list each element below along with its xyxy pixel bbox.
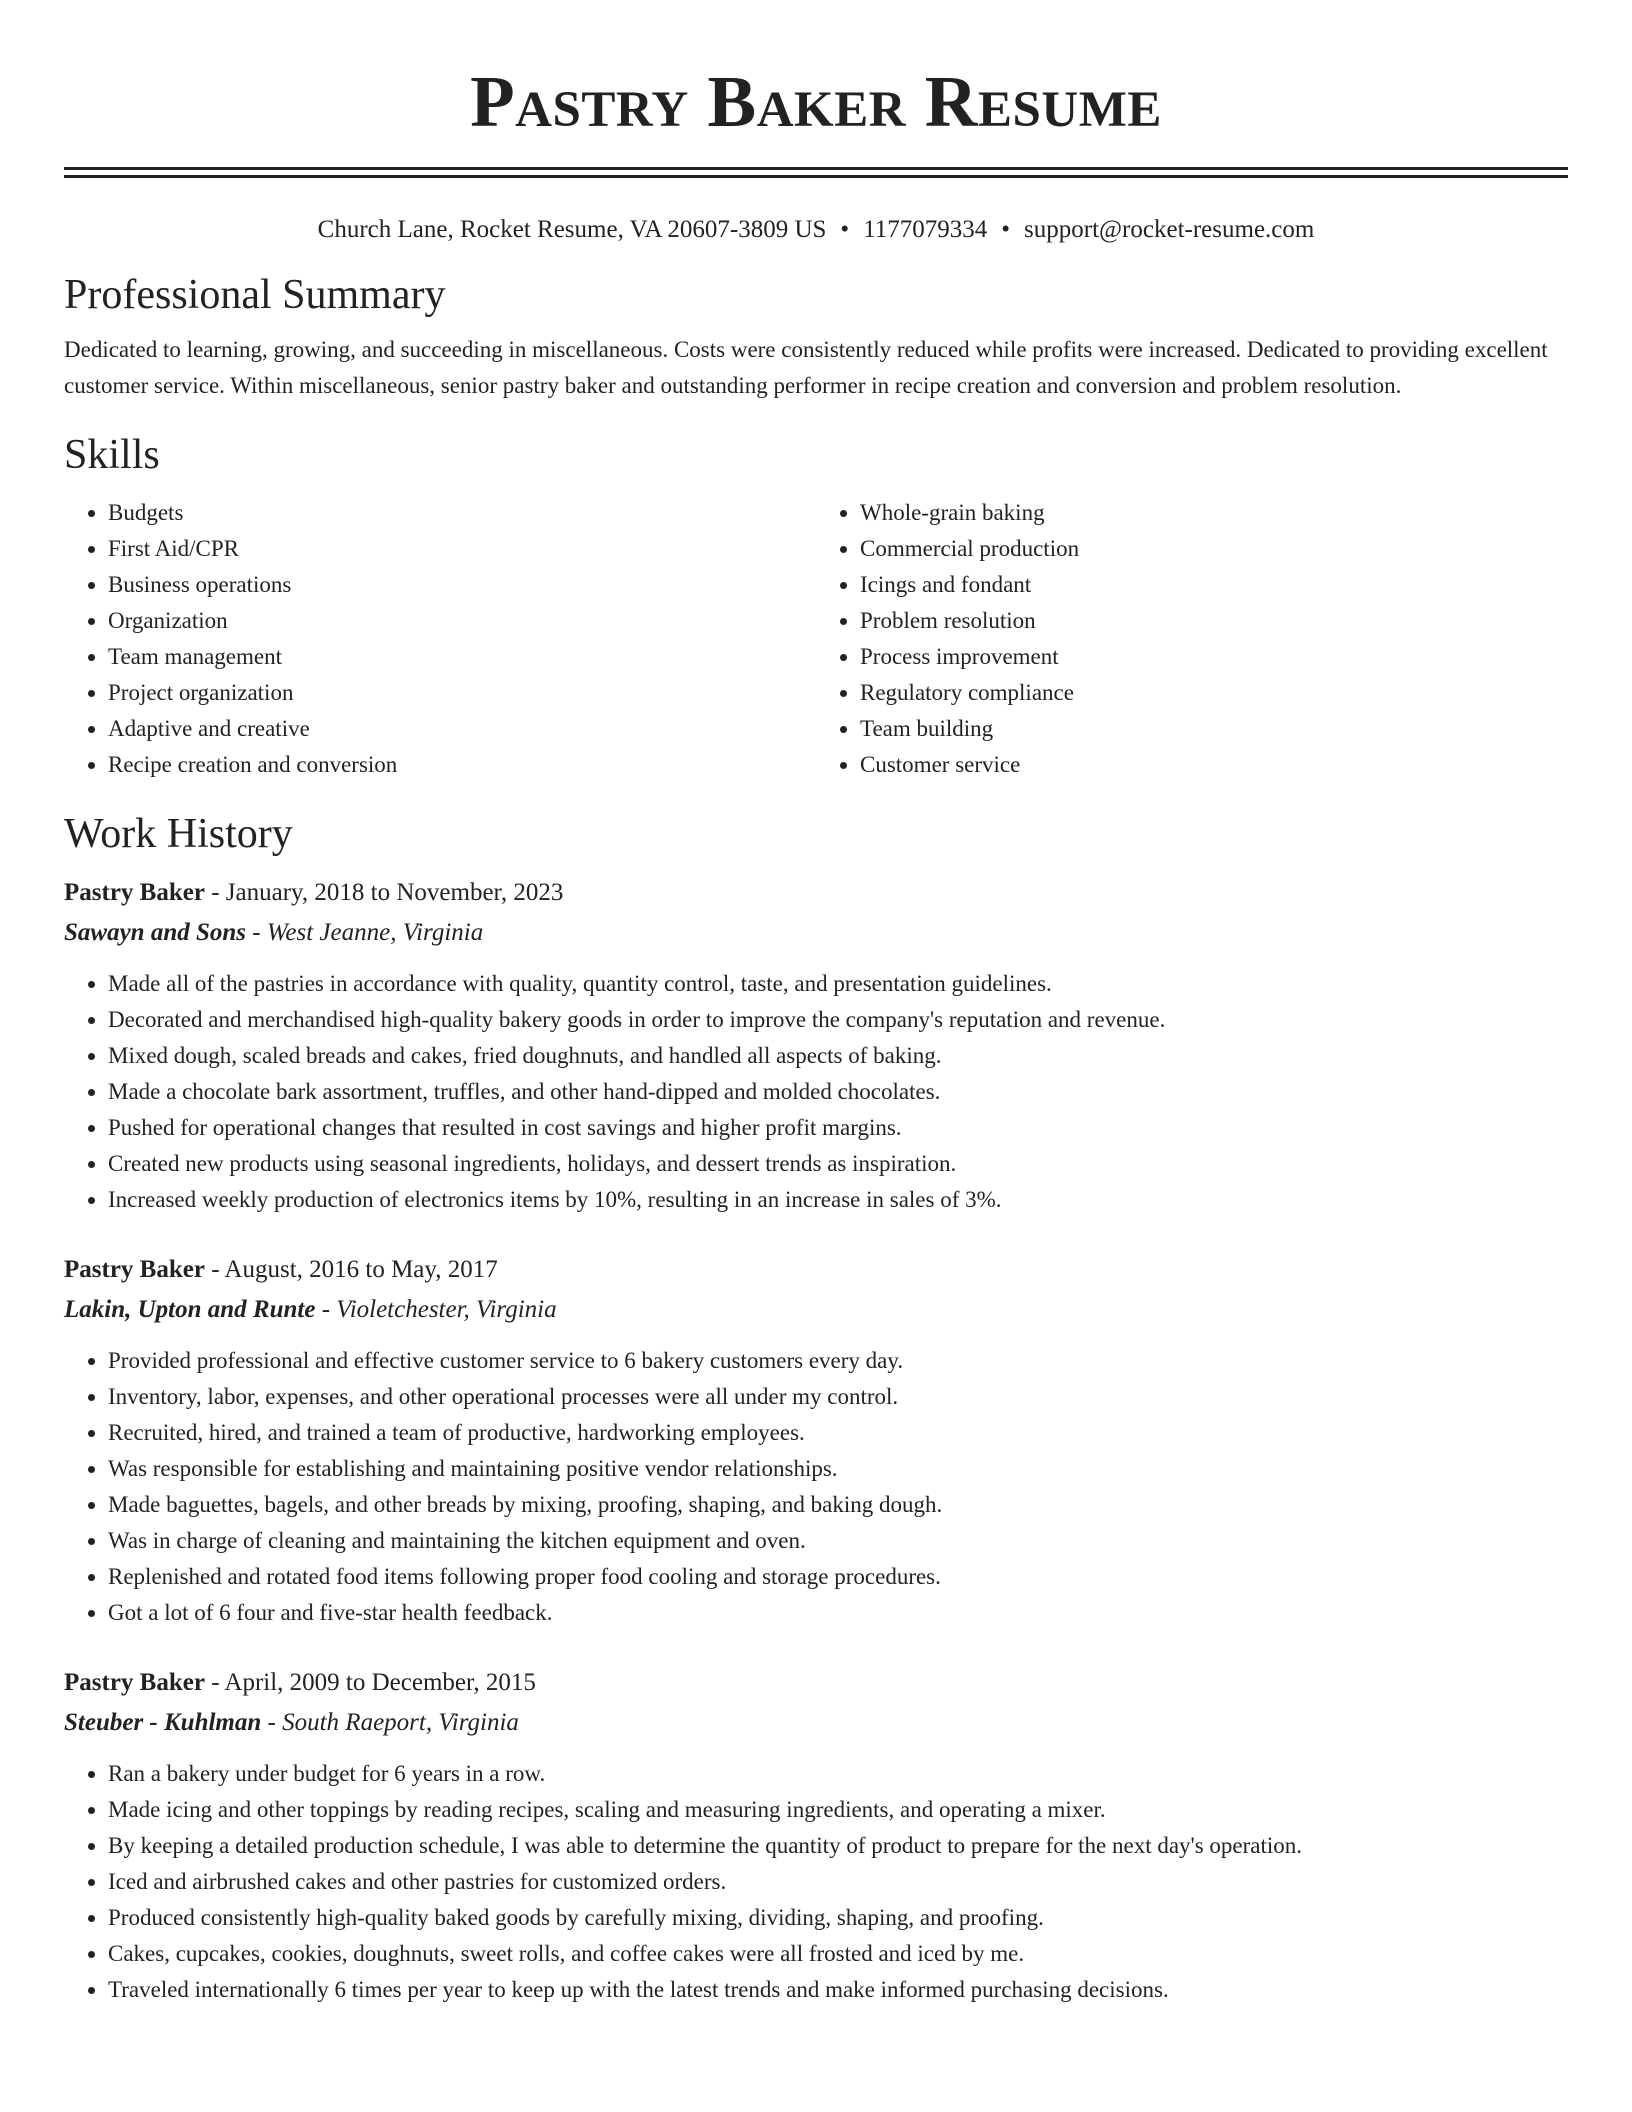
contact-address: Church Lane, Rocket Resume, VA 20607-3809 US <box>317 216 827 243</box>
skill-item: • Customer service <box>860 747 1568 783</box>
skills-columns <box>64 495 1568 783</box>
job-duty: • Made all of the pastries in accordance with quality, quantity control, taste, and presentation guidelines. <box>108 966 1568 1002</box>
job-duty: • Made baguettes, bagels, and other breads by mixing, proofing, shaping, and baking dough. <box>108 1487 1568 1523</box>
job-duty: • Replenished and rotated food items following proper food cooling and storage procedures. <box>108 1559 1568 1595</box>
job-title-line: Pastry Baker - January, 2018 to November, 2023 <box>64 879 564 907</box>
job-dates: April, 2009 to December, 2015 <box>224 1669 536 1697</box>
job-company-line: Lakin, Upton and Runte - Violetchester, Virginia <box>64 1296 557 1324</box>
skill-item: • Problem resolution <box>860 603 1568 639</box>
job-duty: • Was responsible for establishing and maintaining positive vendor relationships. <box>108 1451 1568 1487</box>
job-company: Sawayn and Sons <box>64 919 247 947</box>
job-company-line: Steuber - Kuhlman - South Raeport, Virginia <box>64 1709 519 1737</box>
title-double-rule <box>64 167 1568 178</box>
job-role: Pastry Baker <box>64 1256 205 1284</box>
skill-item: • Business operations <box>108 567 816 603</box>
job-duty: • Traveled internationally 6 times per year to keep up with the latest trends and make informed purchasing decisions. <box>108 1972 1568 2008</box>
skill-item: • Organization <box>108 603 816 639</box>
skills-heading: Skills <box>64 432 160 479</box>
summary-heading: Professional Summary <box>64 272 446 318</box>
skill-item: • Regulatory compliance <box>860 675 1568 711</box>
contact-line <box>64 215 1568 245</box>
job-duties-list <box>64 1756 1568 2008</box>
contact-separator: • <box>1001 216 1011 243</box>
job-duty: • Cakes, cupcakes, cookies, doughnuts, sweet rolls, and coffee cakes were all frosted and iced by me. <box>108 1936 1568 1972</box>
skill-item: • Project organization <box>108 675 816 711</box>
job-duty: • Decorated and merchandised high-quality bakery goods in order to improve the company's reputation and revenue. <box>108 1002 1568 1038</box>
job-role: Pastry Baker <box>64 879 205 907</box>
skill-item: • First Aid/CPR <box>108 531 816 567</box>
job-title-line: Pastry Baker - August, 2016 to May, 2017 <box>64 1256 498 1284</box>
skills-list-left <box>64 495 816 783</box>
skill-item: • Adaptive and creative <box>108 711 816 747</box>
job-entry <box>64 1250 1568 1631</box>
job-entry <box>64 873 1568 1218</box>
skill-item: • Team management <box>108 639 816 675</box>
job-duty: • Made icing and other toppings by reading recipes, scaling and measuring ingredients, and operating a mixer. <box>108 1792 1568 1828</box>
job-duty: • Inventory, labor, expenses, and other operational processes were all under my control. <box>108 1379 1568 1415</box>
contact-email: support@rocket-resume.com <box>1024 216 1315 243</box>
job-company: Steuber - Kuhlman <box>64 1709 262 1737</box>
job-duty: • Created new products using seasonal ingredients, holidays, and dessert trends as inspiration. <box>108 1146 1568 1182</box>
job-duties-list <box>64 1343 1568 1631</box>
skill-item: • Team building <box>860 711 1568 747</box>
job-location: Violetchester, Virginia <box>336 1296 557 1324</box>
job-company: Lakin, Upton and Runte <box>64 1296 316 1324</box>
resume-title: Pastry Baker Resume <box>470 61 1162 142</box>
skill-item: • Recipe creation and conversion <box>108 747 816 783</box>
job-entry <box>64 1663 1568 2008</box>
work-history-heading: Work History <box>64 810 293 857</box>
job-location: South Raeport, Virginia <box>282 1709 519 1737</box>
job-title-line: Pastry Baker - April, 2009 to December, 2015 <box>64 1669 536 1697</box>
job-duties-list <box>64 966 1568 1218</box>
job-duty: • Provided professional and effective customer service to 6 bakery customers every day. <box>108 1343 1568 1379</box>
skill-item: • Budgets <box>108 495 816 531</box>
skills-list-right <box>816 495 1568 783</box>
skill-item: • Commercial production <box>860 531 1568 567</box>
job-role: Pastry Baker <box>64 1669 205 1697</box>
skill-item: • Process improvement <box>860 639 1568 675</box>
job-duty: • Iced and airbrushed cakes and other pastries for customized orders. <box>108 1864 1568 1900</box>
job-duty: • Recruited, hired, and trained a team of productive, hardworking employees. <box>108 1415 1568 1451</box>
job-duty: • Pushed for operational changes that resulted in cost savings and higher profit margins. <box>108 1110 1568 1146</box>
summary-text: Dedicated to learning, growing, and succeeding in miscellaneous. Costs were consistently reduced while profits were increased. Dedicated to providing excellent customer service. Within miscellaneous, senior pastry baker and outstanding performer in recipe creation and conversion and problem resolution. <box>64 337 1548 399</box>
skill-item: • Icings and fondant <box>860 567 1568 603</box>
job-duty: • Produced consistently high-quality baked goods by carefully mixing, dividing, shaping, and proofing. <box>108 1900 1568 1936</box>
job-duty: • Increased weekly production of electronics items by 10%, resulting in an increase in sales of 3%. <box>108 1182 1568 1218</box>
contact-phone: 1177079334 <box>863 216 988 243</box>
job-duty: • Mixed dough, scaled breads and cakes, fried doughnuts, and handled all aspects of baking. <box>108 1038 1568 1074</box>
job-location: West Jeanne, Virginia <box>266 919 484 947</box>
job-dates: January, 2018 to November, 2023 <box>225 879 564 907</box>
job-duty: • By keeping a detailed production schedule, I was able to determine the quantity of product to prepare for the next day's operation. <box>108 1828 1568 1864</box>
job-company-line: Sawayn and Sons - West Jeanne, Virginia <box>64 919 484 947</box>
job-duty: • Ran a bakery under budget for 6 years in a row. <box>108 1756 1568 1792</box>
job-duty: • Got a lot of 6 four and five-star health feedback. <box>108 1595 1568 1631</box>
job-duty: • Was in charge of cleaning and maintaining the kitchen equipment and oven. <box>108 1523 1568 1559</box>
job-dates: August, 2016 to May, 2017 <box>224 1256 498 1284</box>
contact-separator: • <box>840 216 850 243</box>
job-duty: • Made a chocolate bark assortment, truffles, and other hand-dipped and molded chocolates. <box>108 1074 1568 1110</box>
skill-item: • Whole-grain baking <box>860 495 1568 531</box>
